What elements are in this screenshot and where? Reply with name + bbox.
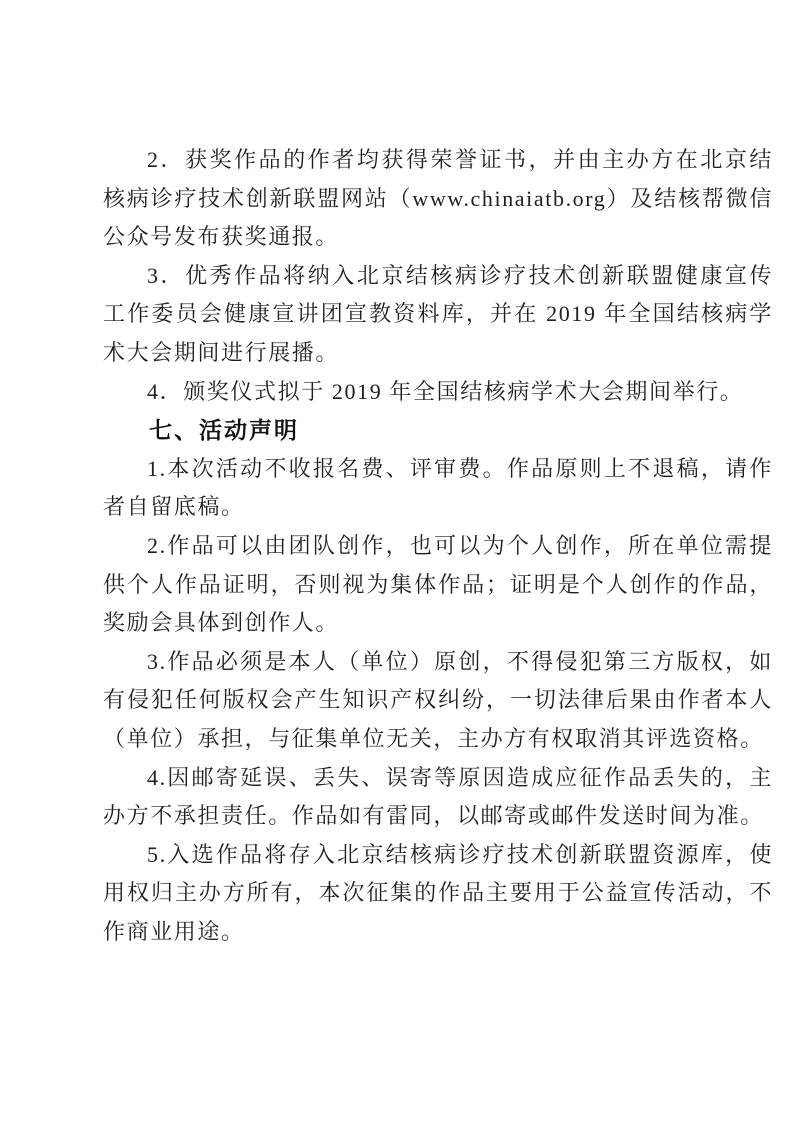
body-paragraph: 5.入选作品将存入北京结核病诊疗技术创新联盟资源库，使用权归主办方所有，本次征集的作品主要用于公益宣传活动，不作商业用途。 [103,841,773,944]
body-paragraph: 4.因邮寄延误、丢失、误寄等原因造成应征作品丢失的，主办方不承担责任。作品如有雷同，以邮寄或邮件发送时间为准。 [103,764,773,829]
body-paragraph: 3．优秀作品将纳入北京结核病诊疗技术创新联盟健康宣传工作委员会健康宣讲团宣教资料库，并在 2019 年全国结核病学术大会期间进行展播。 [103,262,773,365]
body-paragraph: 4．颁奖仪式拟于 2019 年全国结核病学术大会期间举行。 [147,378,744,404]
body-paragraph: 2．获奖作品的作者均获得荣誉证书，并由主办方在北京结核病诊疗技术创新联盟网站（www.chinaiatb.org）及结核帮微信公众号发布获奖通报。 [103,147,773,250]
body-paragraph: 2.作品可以由团队创作，也可以为个人创作，所在单位需提供个人作品证明，否则视为集体作品；证明是个人创作的作品，奖励会具体到创作人。 [103,532,773,636]
body-paragraph: 3.作品必须是本人（单位）原创，不得侵犯第三方版权，如有侵犯任何版权会产生知识产权纠纷，一切法律后果由作者本人（单位）承担，与征集单位无关，主办方有权取消其评选资格。 [103,648,773,751]
body-paragraph: 1.本次活动不收报名费、评审费。作品原则上不退稿，请作者自留底稿。 [103,455,773,520]
document-content [103,141,773,951]
section-heading: 七、活动声明 [149,417,299,444]
